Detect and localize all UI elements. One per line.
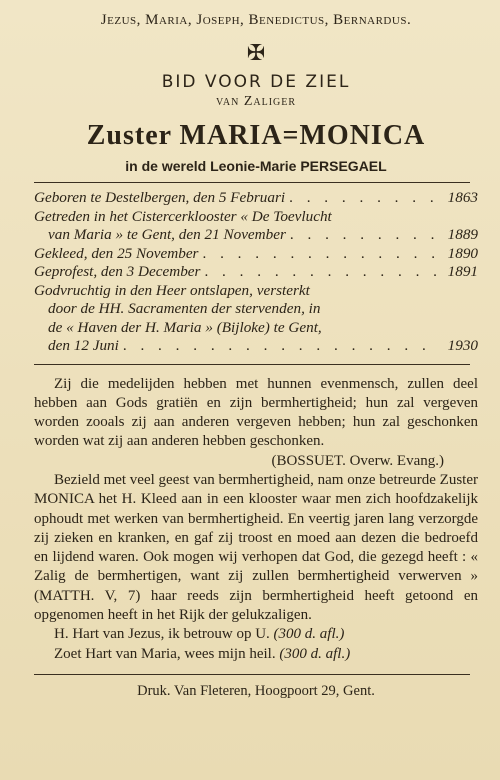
event-text: door de HH. Sacramenten der stervenden, in: [48, 300, 321, 317]
dot-leader: [119, 337, 440, 355]
event-text: van Maria » te Gent, den 21 November: [48, 226, 286, 243]
dot-leader: [285, 189, 440, 207]
divider: [34, 364, 470, 365]
event-line: [34, 300, 478, 319]
card-body: [34, 375, 478, 664]
event-text: Gekleed, den 25 November: [34, 244, 199, 262]
event-text: Getreden in het Cistercerklooster « De Toevlucht: [34, 207, 332, 225]
printer-imprint: Druk. Van Fleteren, Hoogpoort 29, Gent.: [137, 682, 375, 699]
prayer-line: [34, 645, 478, 664]
world-name: in de wereld Leonie-Marie PERSEGAEL: [125, 158, 387, 174]
saints-line: Jezus, Maria, Joseph, Benedictus, Bernardus.: [100, 12, 412, 28]
indulgence: (300 d. afl.): [279, 645, 351, 662]
indulgence: (300 d. afl.): [273, 626, 345, 643]
divider: [34, 182, 470, 183]
event-text: de « Haven der H. Maria » (Bijloke) te Gent,: [48, 318, 322, 336]
cross-icon: ✠: [246, 40, 266, 65]
event-text: Geboren te Destelbergen, den 5 Februari: [34, 189, 286, 206]
event-text: Godvruchtig in den Heer ontslapen, versterkt: [34, 281, 310, 299]
event-line: [34, 189, 478, 208]
prayer-text: Zoet Hart van Maria, wees mijn heil.: [54, 645, 276, 662]
dot-leader: [198, 245, 440, 263]
life-events: [34, 189, 478, 356]
quote-paragraph: Zij die medelijden hebben met hunnen evenmensch, zullen deel hebben aan Gods gratiën en zijn bermhertigheid; hun zal vergeven worden zooals zij aan anderen vergeven hebben; hun zal geschonken worden wat zij aan anderen hebben geschonken.: [34, 375, 478, 450]
event-line: [34, 282, 478, 301]
event-text: den 12 Juni: [48, 337, 119, 354]
event-line: [34, 226, 478, 245]
quote-source: (BOSSUET. Overw. Evang.): [271, 452, 444, 469]
tribute-paragraph: Bezield met veel geest van bermhertigheid, nam onze betreurde Zuster MONICA het H. Kleed aan in een klooster waar men zich hoofdzakelijk ophoudt met werken van bermhertigheid. En veertig jaren lang verzorgde zij zieken en kranken, en gaf zij troost en moed aan dezen die bedroefd en lijdend waren. Ook mogen wij verhopen dat God, die gezegd heeft : « Zalig de bermhertigen, want zij zullen bermhertigheid verwerven » (MATTH. V, 7) haar reeds zijn bermhertigheid heeft getoond en opgenomen heeft in het Rijk der gelukzaligen.: [34, 471, 478, 624]
heading-late: van Zaliger: [215, 94, 297, 109]
dot-leader: [286, 226, 440, 244]
event-line: [34, 319, 478, 338]
event-line: [34, 208, 478, 227]
dot-leader: [200, 263, 440, 281]
event-line: [34, 263, 478, 282]
deceased-name: Zuster MARIA=MONICA: [86, 120, 426, 151]
event-line: [34, 245, 478, 264]
heading-pray: BID VOOR DE ZIEL: [161, 72, 351, 92]
prayer-text: H. Hart van Jezus, ik betrouw op U.: [54, 626, 270, 643]
divider: [34, 674, 470, 675]
event-year: 1863: [447, 189, 478, 206]
event-year: 1889: [447, 226, 478, 243]
event-year: 1890: [447, 244, 478, 262]
event-text: Geprofest, den 3 December: [34, 263, 201, 280]
prayer-line: [34, 625, 478, 644]
event-year: 1891: [447, 263, 478, 280]
event-year: 1930: [447, 337, 478, 354]
event-line: [34, 337, 478, 356]
